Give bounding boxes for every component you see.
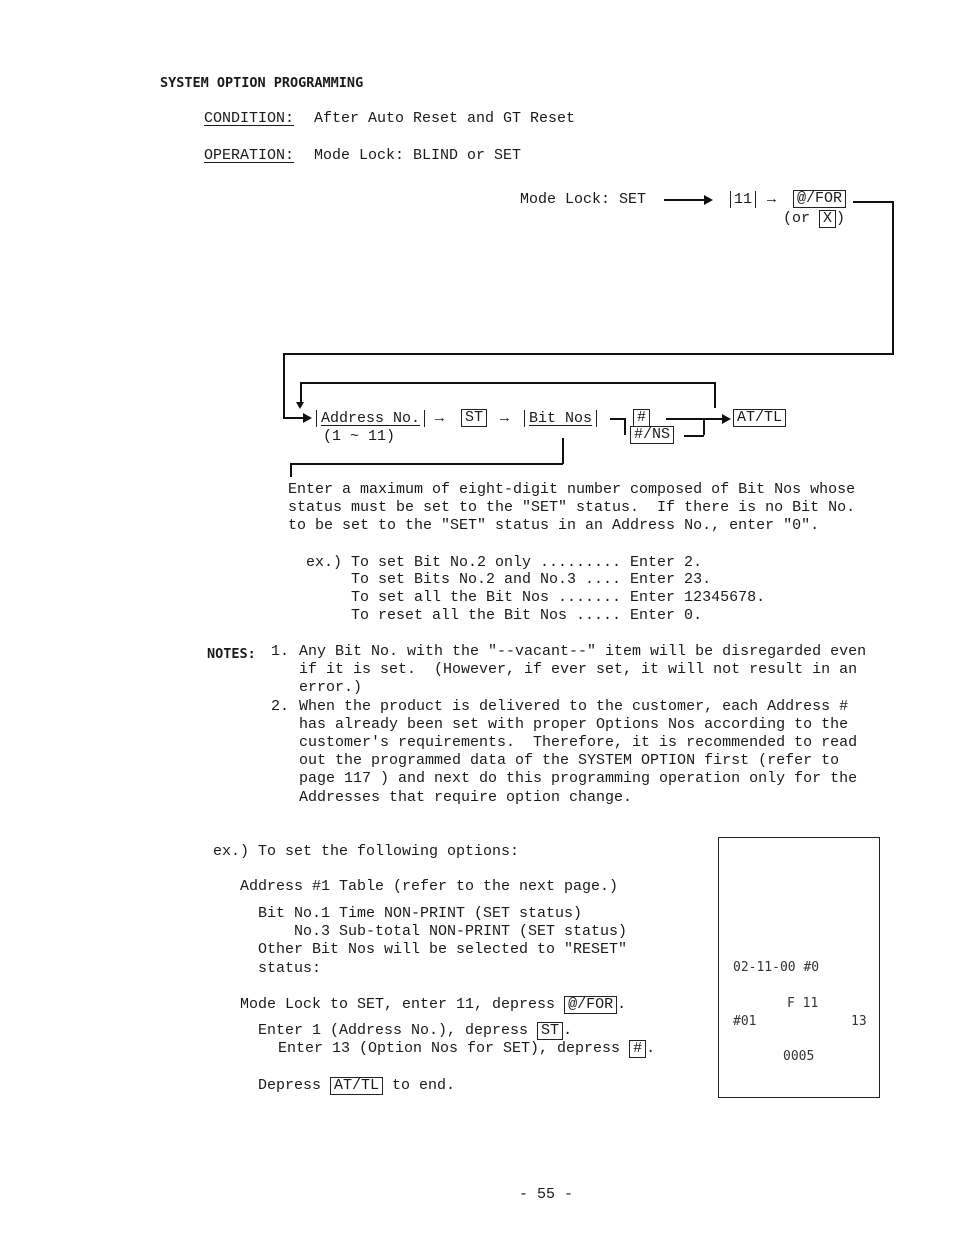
address-range: (1 ~ 11) [323, 428, 396, 445]
example2-step3: Enter 13 (Option Nos for SET), depress # . [278, 1040, 656, 1057]
example2-bit-line: Other Bit Nos will be selected to "RESET" [258, 941, 628, 958]
note-line: has already been set with proper Options Nos according to the [299, 716, 849, 733]
receipt-line: #01 [733, 1014, 757, 1029]
page-heading: SYSTEM OPTION PROGRAMMING [160, 75, 364, 91]
description-line: Enter a maximum of eight-digit number composed of Bit Nos whose [288, 481, 856, 498]
receipt-printout [718, 837, 880, 1098]
operation-text: Mode Lock: BLIND or SET [314, 147, 522, 164]
receipt-line: 02-11-00 #0 [733, 960, 820, 975]
note-line: out the programmed data of the SYSTEM OPTION first (refer to [299, 752, 840, 769]
flow-line [892, 201, 894, 354]
loop-line [300, 382, 302, 404]
key-x: X [819, 210, 836, 228]
receipt-line: 13 [851, 1014, 867, 1029]
condition-label: CONDITION: [204, 110, 295, 127]
example-line: To set all the Bit Nos ....... Enter 12345678. [306, 589, 766, 606]
pointer-line [562, 438, 564, 464]
flow-line [283, 353, 894, 355]
arrow-right-icon [303, 413, 312, 423]
bit-nos-field: Bit Nos [524, 410, 597, 428]
note-line: error.) [299, 679, 363, 696]
example2-bit-line: status: [258, 960, 322, 977]
flow-line [666, 418, 704, 420]
note-line: Addresses that require option change. [299, 789, 633, 806]
key-hash: # [633, 409, 650, 427]
example-line: ex.) To set Bit No.2 only ......... Enter 2. [306, 554, 703, 571]
example2-step1: Mode Lock to SET, enter 11, depress @/FOR . [240, 996, 627, 1013]
note-line: Any Bit No. with the "--vacant--" item will be disregarded even [299, 643, 867, 660]
flow-line [664, 199, 704, 201]
key-11: 11 [730, 191, 756, 209]
loop-line [714, 382, 716, 408]
key-at-tl: AT/TL [330, 1077, 383, 1095]
key-st: ST [537, 1022, 563, 1040]
flow-line [624, 418, 626, 435]
note-line: When the product is delivered to the customer, each Address # [299, 698, 849, 715]
address-no-field: Address No. [316, 410, 425, 428]
key-st: ST [461, 409, 487, 427]
arrow-right-icon [722, 414, 731, 424]
flow-line [283, 417, 303, 419]
pointer-line [290, 463, 292, 477]
flow-line [853, 201, 893, 203]
receipt-line: F 11 [787, 996, 819, 1011]
key-hash-ns: #/NS [630, 426, 674, 444]
operation-label: OPERATION: [204, 147, 295, 164]
example2-step4: Depress AT/TL to end. [258, 1077, 456, 1094]
loop-line [300, 382, 714, 384]
key-at-for: @/FOR [793, 190, 846, 208]
flow-line [610, 418, 624, 420]
note-number: 1. [271, 643, 290, 660]
mode-lock-label: Mode Lock: SET [520, 191, 647, 208]
flow-line [684, 435, 704, 437]
key-at-for: @/FOR [564, 996, 617, 1014]
flow-line [703, 418, 705, 435]
arrow-down-icon [296, 402, 304, 409]
example-line: To reset all the Bit Nos ..... Enter 0. [306, 607, 703, 624]
note-line: page 117 ) and next do this programming operation only for the [299, 770, 858, 787]
example2-intro: ex.) To set the following options: [213, 843, 520, 860]
key-at-tl: AT/TL [733, 409, 786, 427]
key-hash: # [629, 1040, 646, 1058]
or-x-alternative: (or X ) [783, 210, 846, 227]
arrow-right-icon: → [767, 191, 777, 208]
example-line: To set Bits No.2 and No.3 .... Enter 23. [306, 571, 712, 588]
arrow-right-icon: → [500, 410, 510, 427]
note-line: if it is set. (However, if ever set, it will not result in an [299, 661, 858, 678]
arrow-right-icon [704, 195, 713, 205]
example2-step2: Enter 1 (Address No.), depress ST . [258, 1022, 573, 1039]
flow-line [283, 353, 285, 417]
pointer-line [290, 463, 563, 465]
note-number: 2. [271, 698, 290, 715]
example2-bit-line: No.3 Sub-total NON-PRINT (SET status) [258, 923, 628, 940]
note-line: customer's requirements. Therefore, it is recommended to read [299, 734, 858, 751]
receipt-line: 0005 [783, 1049, 815, 1064]
example2-address-line: Address #1 Table (refer to the next page.) [240, 878, 619, 895]
description-line: to be set to the "SET" status in an Address No., enter "0". [288, 517, 820, 534]
example2-bit-line: Bit No.1 Time NON-PRINT (SET status) [258, 905, 583, 922]
page-number: - 55 - [519, 1186, 574, 1203]
condition-text: After Auto Reset and GT Reset [314, 110, 576, 127]
notes-label: NOTES: [207, 646, 256, 662]
arrow-right-icon: → [435, 410, 445, 427]
flow-line [704, 418, 722, 420]
description-line: status must be set to the "SET" status. If there is no Bit No. [288, 499, 856, 516]
